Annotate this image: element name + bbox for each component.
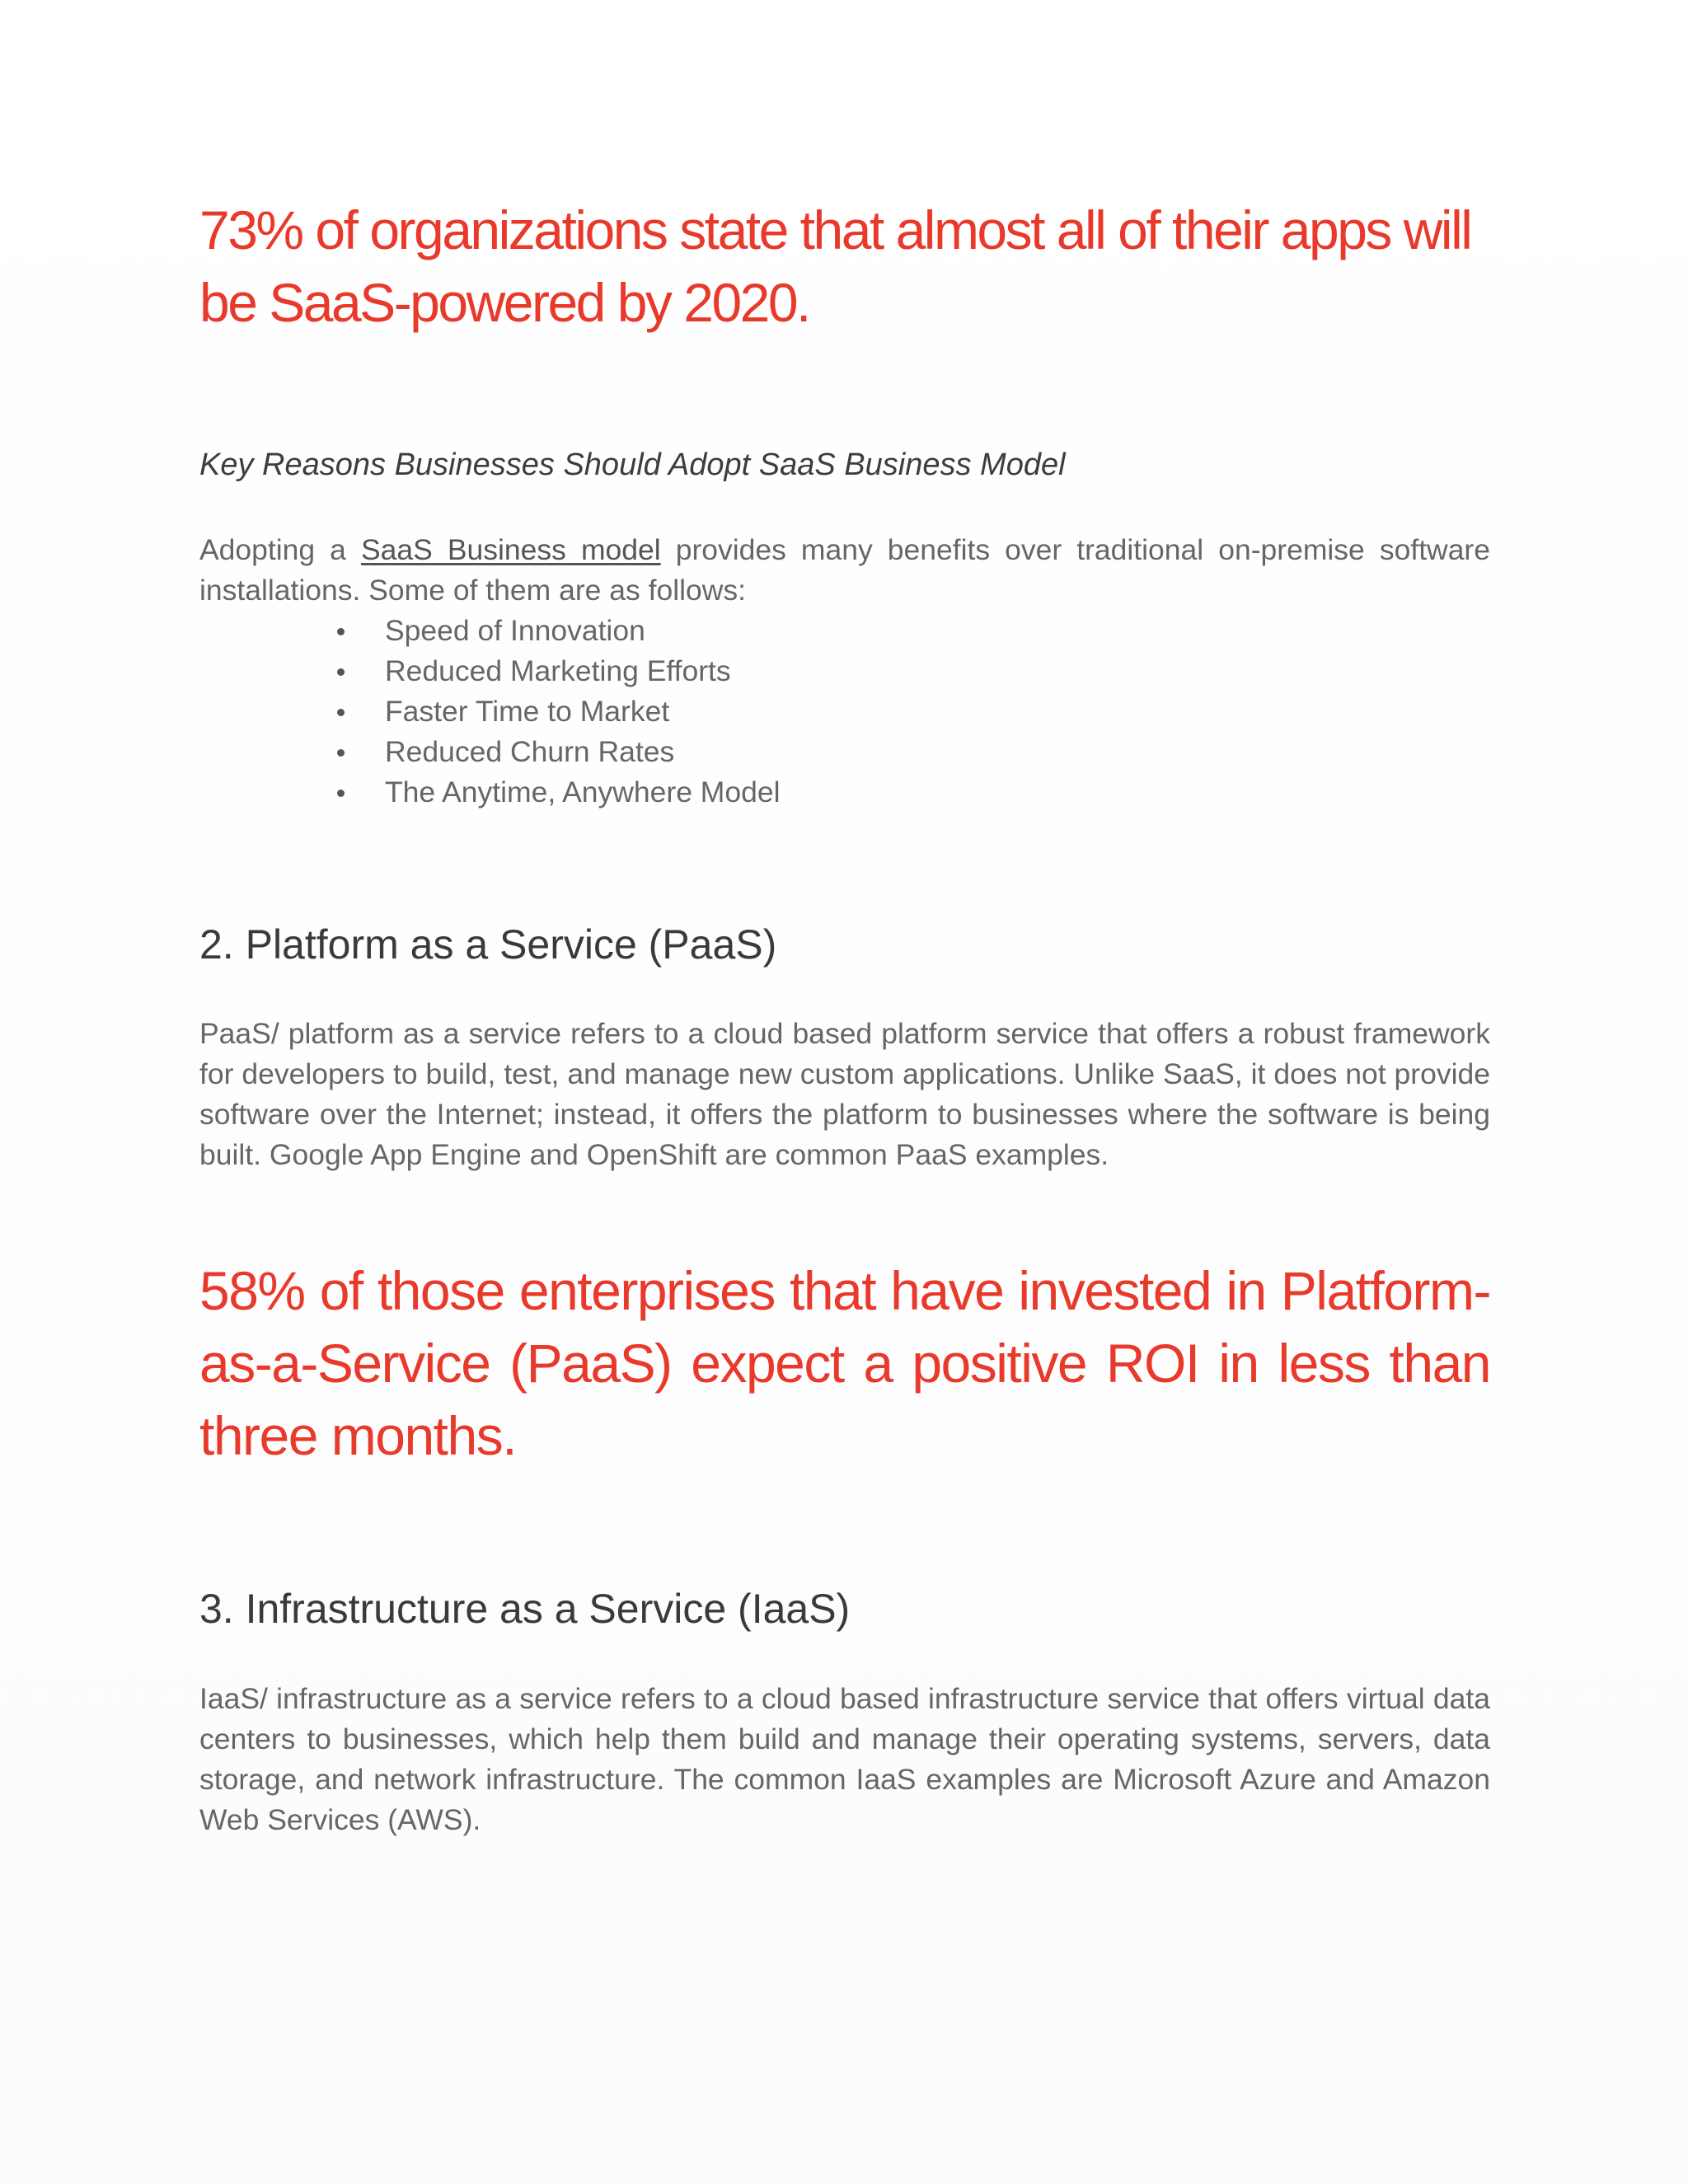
bullet-icon	[337, 790, 345, 797]
iaas-description-paragraph: IaaS/ infrastructure as a service refers to a cloud based infrastructure service that offers virtual data centers to businesses, which help them build and manage their operating systems, servers, data storage, and network infrastructure. The common IaaS examples are Microsoft Azure and Amazon Web Services (AWS).	[199, 1682, 1490, 1836]
list-item	[199, 611, 781, 651]
bullet-icon	[337, 628, 345, 635]
list-item	[199, 772, 781, 813]
bullet-icon	[337, 709, 345, 716]
benefits-list	[199, 611, 781, 813]
benefit-label: Faster Time to Market	[385, 695, 670, 728]
paas-description-paragraph: PaaS/ platform as a service refers to a cloud based platform service that offers a robust framework for developers to build, test, and manage new custom applications. Unlike SaaS, it does not provide software over the Internet; instead, it offers the platform to businesses where the software is being built. Google App Engine and OpenShift are common PaaS examples.	[199, 1017, 1490, 1171]
list-item	[199, 651, 781, 691]
benefit-label: Reduced Marketing Efforts	[385, 654, 731, 687]
intro-suffix: provides many benefits over traditional on-premise software installations. Some of them are as follows:	[199, 533, 1490, 607]
benefit-label: Reduced Churn Rates	[385, 735, 675, 768]
list-item	[199, 732, 781, 772]
saas-statistic-callout: 73% of organizations state that almost all of their apps will be SaaS-powered by 2020.	[199, 199, 1471, 333]
bullet-icon	[337, 749, 345, 757]
list-item	[199, 691, 781, 732]
saas-intro-paragraph	[199, 530, 1490, 611]
paas-statistic-callout: 58% of those enterprises that have invested in Platform-as-a-Service (PaaS) expect a positive ROI in less than three months.	[199, 1260, 1490, 1466]
bullet-icon	[337, 668, 345, 676]
saas-business-model-link[interactable]: SaaS Business model	[360, 533, 661, 566]
intro-prefix: Adopting a	[199, 533, 361, 566]
paas-section-heading: 2. Platform as a Service (PaaS)	[199, 921, 777, 968]
benefit-label: The Anytime, Anywhere Model	[385, 776, 781, 808]
benefit-label: Speed of Innovation	[385, 614, 645, 647]
iaas-section-heading: 3. Infrastructure as a Service (IaaS)	[199, 1586, 851, 1632]
key-reasons-subheading: Key Reasons Businesses Should Adopt SaaS Business Model	[199, 448, 1066, 482]
